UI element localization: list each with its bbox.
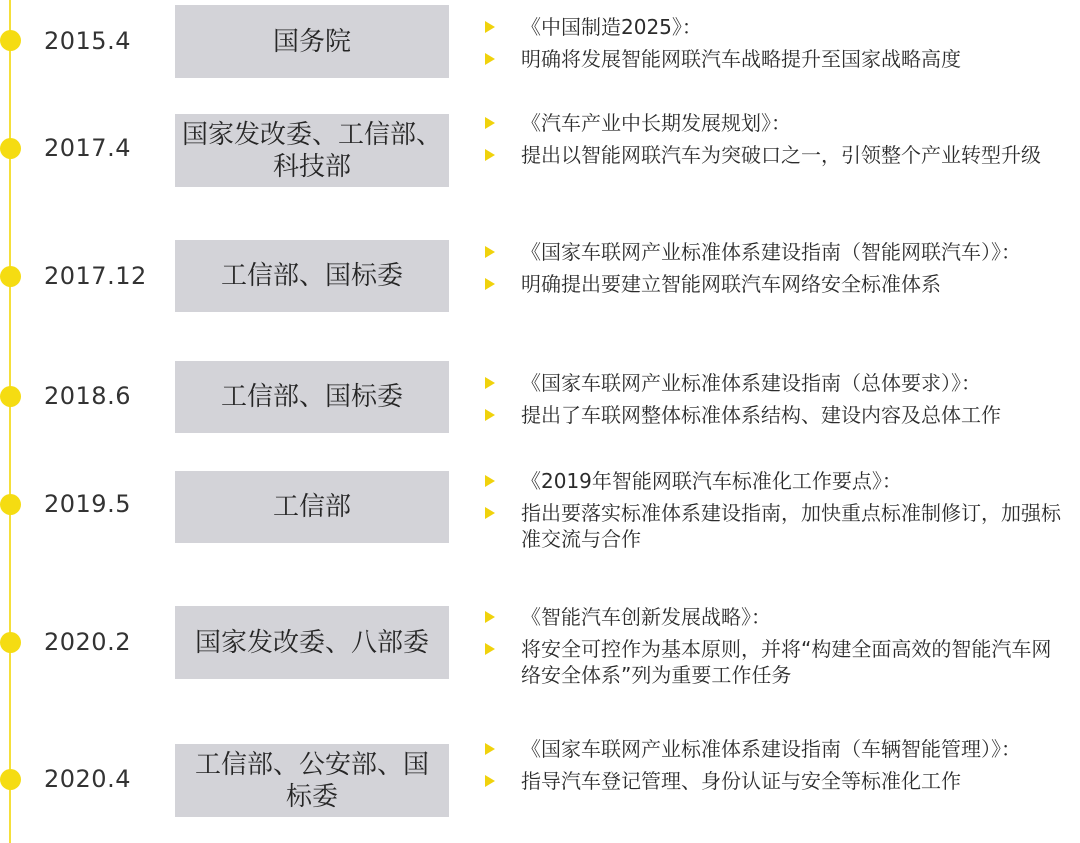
- policy-title: 《国家车联网产业标准体系建设指南（智能网联汽车）》：: [482, 239, 1021, 265]
- timeline-dot: [0, 266, 21, 287]
- entry-date: 2019.5: [44, 490, 131, 518]
- triangle-bullet-icon: [485, 53, 495, 65]
- agency-label: 国务院: [272, 26, 351, 57]
- triangle-bullet-icon: [485, 377, 495, 389]
- triangle-bullet-icon: [485, 149, 495, 161]
- entry-date: 2017.12: [44, 262, 147, 290]
- agency-box: [175, 361, 449, 433]
- policy-title: 《智能汽车创新发展战略》：: [482, 604, 1067, 630]
- agency-label: 国家发改委、工信部、科技部: [181, 119, 442, 182]
- timeline-dot: [0, 632, 21, 653]
- agency-box: [175, 114, 449, 187]
- agency-label: 工信部: [272, 492, 351, 522]
- agency-box: [175, 744, 449, 817]
- agency-label: 工信部、公安部、国标委: [195, 749, 430, 812]
- entry-date: 2020.2: [44, 628, 131, 656]
- entry-date: 2020.4: [44, 765, 131, 793]
- policy-description: 明确提出要建立智能网联汽车网络安全标准体系: [482, 271, 1067, 297]
- triangle-bullet-icon: [485, 117, 495, 129]
- timeline-line: [9, 0, 11, 843]
- triangle-bullet-icon: [485, 278, 495, 290]
- policy-bullets: [482, 604, 1067, 688]
- agency-label: 国家发改委、八部委: [194, 627, 429, 658]
- triangle-bullet-icon: [485, 409, 495, 421]
- timeline-dot: [0, 769, 21, 790]
- policy-bullets: [482, 239, 1067, 297]
- triangle-bullet-icon: [485, 643, 495, 655]
- policy-bullets: [482, 370, 1067, 428]
- triangle-bullet-icon: [485, 475, 495, 487]
- triangle-bullet-icon: [485, 246, 495, 258]
- policy-bullets: [482, 736, 1067, 794]
- policy-bullets: [482, 14, 1067, 72]
- policy-bullets: [482, 468, 1067, 552]
- policy-description: 指导汽车登记管理、身份认证与安全等标准化工作: [482, 768, 1067, 794]
- policy-description: 明确将发展智能网联汽车战略提升至国家战略高度: [482, 46, 1067, 72]
- policy-description: 提出以智能网联汽车为突破口之一，引领整个产业转型升级: [482, 142, 1041, 168]
- policy-title: 《国家车联网产业标准体系建设指南（车辆智能管理）》：: [482, 736, 1021, 762]
- agency-label: 工信部、国标委: [220, 261, 403, 291]
- entry-date: 2018.6: [44, 382, 131, 410]
- triangle-bullet-icon: [485, 611, 495, 623]
- policy-description: 将安全可控作为基本原则，并将“构建全面高效的智能汽车网络安全体系”列为重要工作任务: [482, 636, 1061, 688]
- triangle-bullet-icon: [485, 743, 495, 755]
- agency-box: [175, 606, 449, 679]
- policy-bullets: [482, 110, 1067, 168]
- timeline-dot: [0, 138, 21, 159]
- agency-box: [175, 240, 449, 312]
- policy-title: 《汽车产业中长期发展规划》：: [482, 110, 1067, 136]
- policy-description: 指出要落实标准体系建设指南，加快重点标准制修订，加强标准交流与合作: [482, 500, 1067, 552]
- triangle-bullet-icon: [485, 507, 495, 519]
- agency-box: [175, 5, 449, 78]
- entry-date: 2017.4: [44, 134, 131, 162]
- triangle-bullet-icon: [485, 775, 495, 787]
- policy-title: 《国家车联网产业标准体系建设指南（总体要求）》：: [482, 370, 1067, 396]
- policy-title: 《中国制造2025》：: [482, 14, 1067, 40]
- entry-date: 2015.4: [44, 27, 131, 55]
- policy-description: 提出了车联网整体标准体系结构、建设内容及总体工作: [482, 402, 1067, 428]
- timeline-dot: [0, 30, 21, 51]
- agency-label: 工信部、国标委: [220, 382, 403, 412]
- policy-title: 《2019年智能网联汽车标准化工作要点》：: [482, 468, 1067, 494]
- triangle-bullet-icon: [485, 21, 495, 33]
- timeline-dot: [0, 494, 21, 515]
- agency-box: [175, 471, 449, 543]
- timeline-dot: [0, 386, 21, 407]
